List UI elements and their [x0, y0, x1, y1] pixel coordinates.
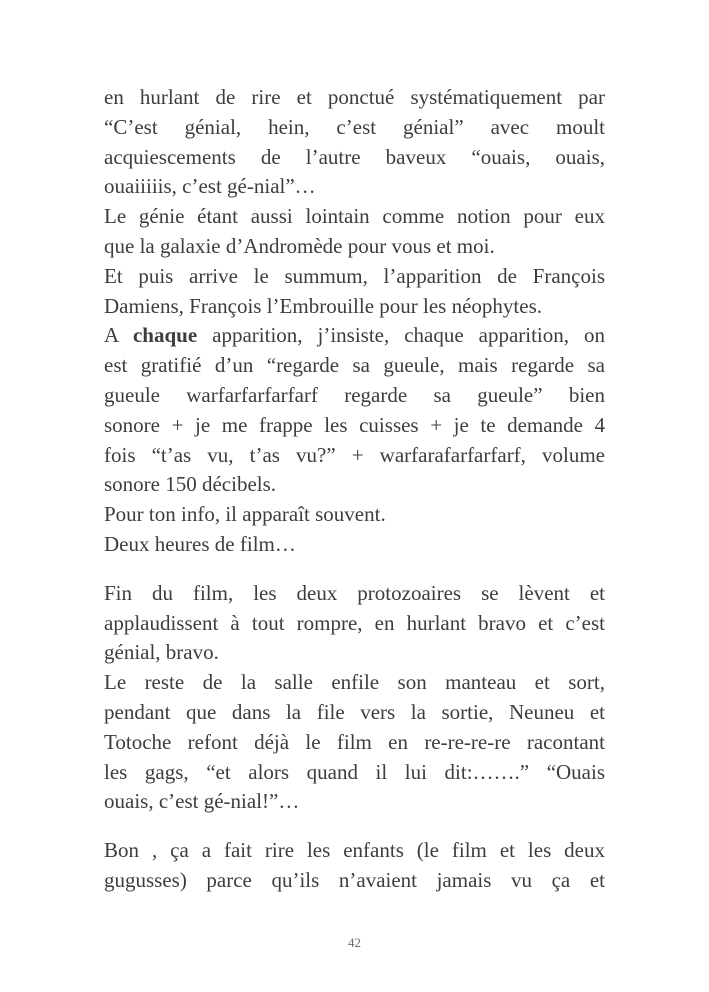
- text-line: sonore + je me frappe les cuisses + je te demande 4: [104, 412, 605, 437]
- text-line: gueule warfarfarfarfarf regarde sa gueule” bien: [104, 382, 605, 407]
- text-line: [104, 321, 605, 351]
- text-line: Totoche refont déjà le film en re-re-re-re racontant: [104, 729, 605, 754]
- text-line: est gratifié d’un “regarde sa gueule, mais regarde sa: [104, 353, 605, 378]
- text-run: apparition, j’insiste, chaque apparition, on: [197, 323, 605, 348]
- text-line: “C’est génial, hein, c’est génial” avec moult: [104, 114, 605, 139]
- text-line: Bon , ça a fait rire les enfants (le film et les deux: [104, 838, 605, 863]
- text-line: fois “t’as vu, t’as vu?” + warfarafarfarfarf, volume: [104, 442, 605, 467]
- bold-text-run: chaque: [132, 323, 198, 348]
- paragraph: [104, 321, 605, 500]
- text-line: Et puis arrive le summum, l’apparition de François: [104, 263, 605, 288]
- text-line: gugusses) parce qu’ils n’avaient jamais vu ça et: [104, 867, 605, 892]
- page-number: 42: [348, 935, 361, 950]
- text-line: Deux heures de film…: [104, 531, 296, 556]
- paragraph: [104, 579, 605, 668]
- text-line: Damiens, François l’Embrouille pour les néophytes.: [104, 293, 542, 318]
- text-line: en hurlant de rire et ponctué systématiquement par: [104, 85, 605, 109]
- paragraph: [104, 500, 605, 530]
- paragraph: [104, 530, 605, 560]
- text-line: ouaiiiiis, c’est gé-nial”…: [104, 174, 316, 199]
- paragraph: [104, 668, 605, 817]
- text-line: Pour ton info, il apparaît souvent.: [104, 502, 386, 527]
- text-line: sonore 150 décibels.: [104, 472, 277, 497]
- body-text: [104, 83, 605, 896]
- text-line: que la galaxie d’Andromède pour vous et moi.: [104, 233, 495, 258]
- paragraph: [104, 202, 605, 262]
- text-line: Le génie étant aussi lointain comme notion pour eux: [104, 204, 605, 229]
- text-line: génial, bravo.: [104, 640, 219, 665]
- text-line: acquiescements de l’autre baveux “ouais, ouais,: [104, 144, 605, 169]
- text-line: les gags, “et alors quand il lui dit:…….” “Ouais: [104, 759, 605, 784]
- paragraph: [104, 83, 605, 202]
- paragraph: [104, 262, 605, 322]
- text-line: ouais, c’est gé-nial!”…: [104, 789, 300, 814]
- text-line: Fin du film, les deux protozoaires se lèvent et: [104, 580, 605, 605]
- text-run: A: [104, 323, 133, 348]
- paragraph: [104, 836, 605, 896]
- text-line: Le reste de la salle enfile son manteau et sort,: [104, 670, 605, 695]
- text-line: pendant que dans la file vers la sortie, Neuneu et: [104, 699, 605, 724]
- text-line: applaudissent à tout rompre, en hurlant bravo et c’est: [104, 610, 605, 635]
